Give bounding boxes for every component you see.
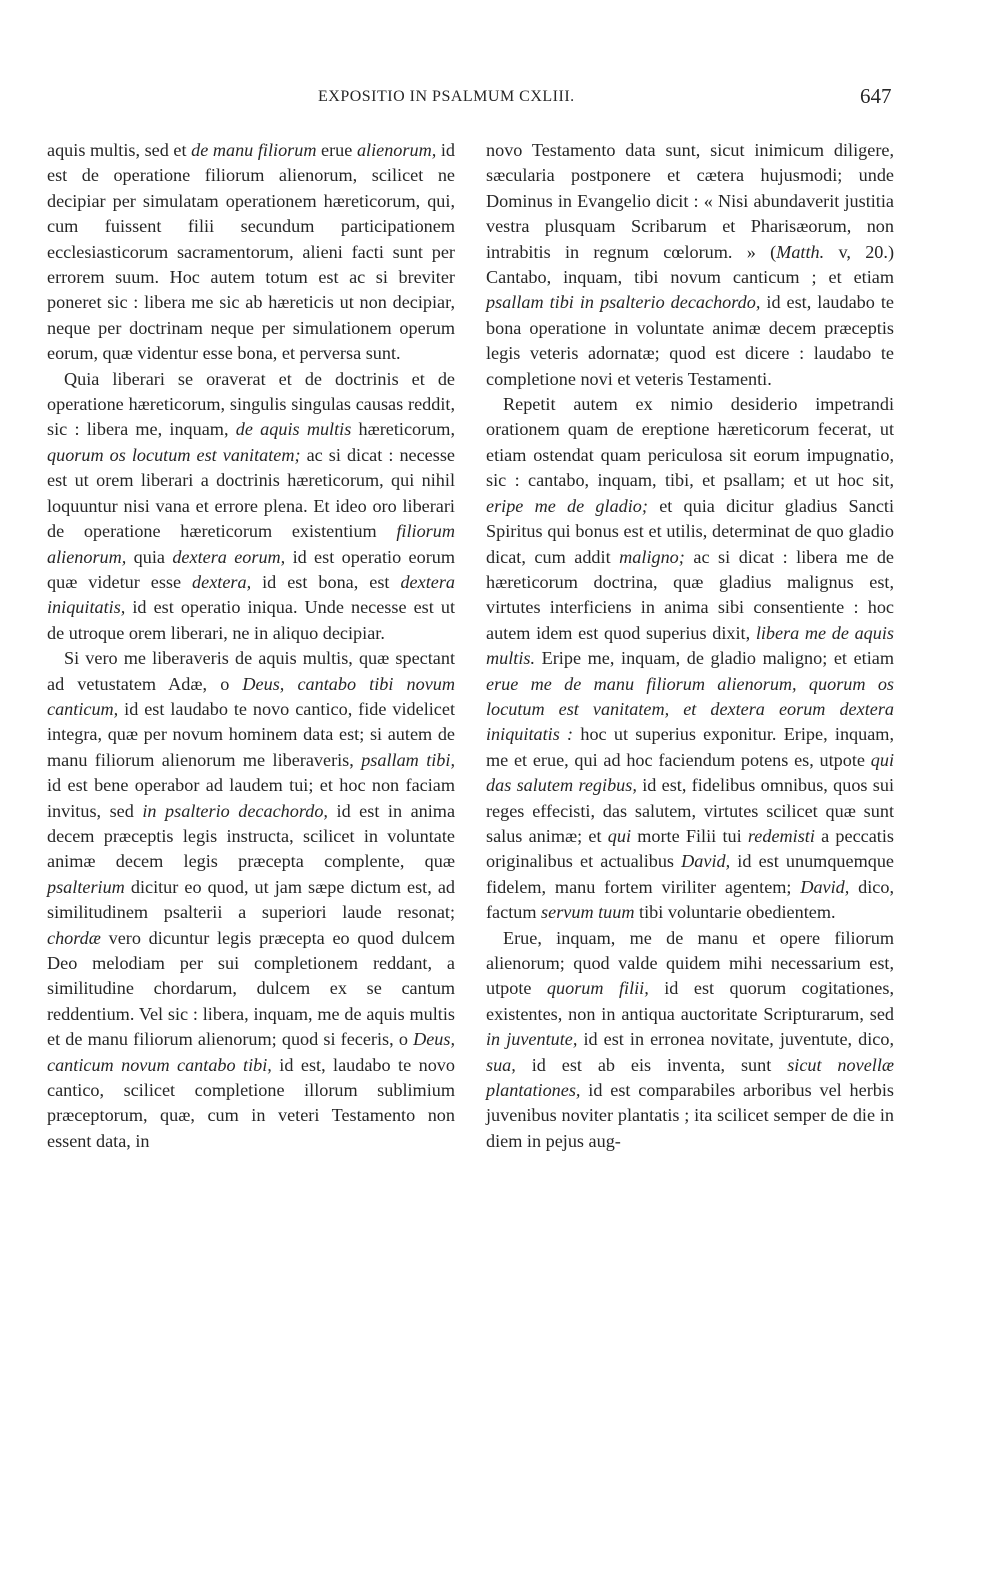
italic-run: psalterium [47, 876, 125, 897]
text-run: hæreticorum, [351, 419, 455, 440]
text-run: ac si dicat : necesse est ut orem liberari a doctrinis hæreticorum, qui nihil loquuntur nisi vana et errore plena. Et ideo oro liberari de operatione hæreticorum existentium [47, 444, 455, 542]
text-run: id est bene operabor ad laudem tui; et hoc non faciam invitus, sed [47, 775, 455, 821]
paragraph [486, 392, 894, 926]
paragraph [486, 138, 894, 392]
text-run: a peccatis originalibus et actualibus [486, 825, 894, 872]
italic-run: maligno; [619, 546, 685, 567]
italic-run: redemisti [747, 825, 815, 846]
running-title: EXPOSITIO IN PSALMUM CXLIII. [318, 88, 575, 105]
text-run: Repetit autem ex nimio desiderio impetrandi orationem quam de ereptione hæreticorum fecerat, ut etiam ostendat quam periculosa sit eorum impugnatio, sic : cantabo, inquam, tibi, et psallam; et ut hoc sit, [486, 394, 894, 491]
text-run: Quia liberari se oraverat et de doctrinis et de operatione hæreticorum, singulis singulas causas reddit, sic : libera me, inquam, [47, 368, 455, 440]
text-run: id est unumquemque fidelem, manu fortem viriliter agentem; [486, 851, 894, 897]
text-run: id est in erronea novitate, juventute, dico, [577, 1029, 894, 1050]
text-run: morte Filii tui [631, 825, 748, 846]
italic-run: psallam tibi, [361, 749, 455, 770]
italic-run: de aquis multis [235, 419, 352, 440]
italic-run: psallam tibi in psalterio decachordo, [486, 292, 761, 313]
text-run: Eripe me, inquam, de gladio maligno; et etiam [535, 648, 894, 669]
page-header [0, 84, 1000, 114]
text-run: Si vero me liberaveris de aquis multis, quæ spectant ad vetustatem Adæ, o [47, 648, 455, 694]
italic-run: chordæ [47, 927, 101, 948]
italic-run: alienorum, [356, 140, 437, 160]
italic-run: Matth. [776, 241, 825, 262]
text-run: id est bona, est [251, 571, 401, 592]
text-run: novo Testamento data sunt, sicut inimicum diligere, sæcularia postponere et cætera hujusmodi; unde Dominus in Evangelio dicit : « Nisi abundaverit justitia vestra plusquam Scribarum et Pharisæorum, non intrabitis in regnum cœlorum. » ( [486, 140, 894, 262]
italic-run: servum tuum [541, 902, 635, 923]
italic-run: filiorum alienorum, [47, 521, 455, 567]
text-run: tibi voluntarie obedientem. [634, 902, 836, 923]
text-run: id est in anima decem præceptis legis instructa, scilicet in voluntate animæ decem legis præcepta complente, quæ [47, 800, 456, 872]
italic-run: quorum os locutum est vanitatem; [47, 444, 301, 465]
text-run: id est operatio eorum quæ videtur esse [47, 546, 455, 592]
italic-run: libera me de aquis multis. [486, 622, 894, 669]
text-run: Erue, inquam, me de manu et opere filiorum alienorum; quod valde quidem mihi necessarium est, utpote [486, 927, 894, 999]
italic-run: David, [800, 876, 850, 897]
italic-run: dextera iniquitatis, [47, 571, 455, 618]
italic-run: dextera eorum, [172, 546, 286, 567]
text-run: id est de operatione filiorum alienorum, scilicet ne decipiar per simulatam operationem hæreticorum, qui, cum fuissent filii secundum participationem ecclesiasticorum sacramentorum, alieni facti sunt per errorem suum. Hoc autem totum est ac si breviter poneret sic : libera me sic ab hæreticis ut non decipiar, neque per doctrinam neque per simulationem operum eorum, quæ videntur esse bona, et perversa sunt. [47, 140, 455, 364]
text-run: et quia dicitur gladius Sancti Spiritus qui bonus est et utilis, determinat de quo gladio dicat, cum addit [486, 495, 895, 567]
text-run: vero dicuntur legis præcepta eo quod dulcem Deo melodiam per sui completionem reddant, a similitudine chordarum, dulcem ex se cantum reddentium. Vel sic : libera, inquam, me de aquis multis et de manu filiorum alienorum; quod si feceris, o [47, 927, 455, 1050]
italic-run: in psalterio decachordo, [142, 800, 328, 821]
text-run: aquis multis, sed et [47, 140, 192, 160]
text-run: id est comparabiles arboribus vel herbis juvenibus noviter plantatis ; ita scilicet semper de die in diem in pejus aug- [486, 1080, 894, 1151]
italic-run: qui [607, 825, 631, 846]
text-run: id est, laudabo te bona operatione in voluntate animæ decem præceptis legis veteris adornatæ; quod est dicere : laudabo te completione novi et veteris Testamenti. [486, 292, 894, 389]
text-run: ac si dicat : libera me de hæreticorum doctrina, quæ gladius malignus est, virtutes interficiens in anima sibi consentiente : hoc autem idem est quod superius dixit, [486, 546, 894, 643]
italic-run: in juventute, [486, 1029, 578, 1050]
page-number: 647 [860, 84, 892, 108]
text-run: id est ab eis inventa, sunt [515, 1054, 788, 1075]
italic-run: dextera, [192, 571, 252, 592]
text-run: id est laudabo te novo cantico, fide videlicet integra, quæ per novum hominem data est; si autem de manu filiorum alienorum me liberaveris, [47, 698, 455, 770]
paragraph [47, 138, 455, 367]
text-run: quia [126, 546, 173, 567]
text-run: v, 20.) Cantabo, inquam, tibi novum canticum ; et etiam [486, 241, 895, 288]
text-run: id est quorum cogitationes, existentes, non in antiqua auctoritate Scripturarum, sed [486, 978, 894, 1024]
italic-run: de manu filiorum [191, 140, 317, 160]
text-run: dico, factum [486, 876, 894, 923]
italic-run: eripe me de gladio; [486, 495, 648, 516]
italic-run: Deus, canticum novum cantabo tibi, [47, 1029, 455, 1075]
italic-run: sua, [486, 1054, 516, 1075]
left-column [47, 138, 455, 1154]
right-column [486, 138, 894, 1154]
text-run: id est, fidelibus omnibus, quos sui reges effecisti, das salutem, virtutes scilicet quæ sunt salus animæ; et [486, 775, 895, 846]
italic-run: David, [681, 851, 731, 872]
italic-run: erue me de manu filiorum alienorum, quorum os locutum est vanitatem, et dextera eorum dextera iniquitatis : [486, 673, 894, 745]
paragraph [47, 367, 455, 646]
paragraph [47, 646, 455, 1154]
italic-run: Deus, cantabo tibi novum canticum, [47, 673, 456, 719]
text-run: id est operatio iniqua. Unde necesse est ut de utroque orem liberari, ne in aliquo decipiar. [47, 597, 455, 643]
text-run: id est, laudabo te novo cantico, scilicet completione illorum sublimium præceptorum, quæ, cum in veteri Testamento non essent data, in [47, 1054, 455, 1151]
italic-run: qui das salutem regibus, [486, 749, 894, 796]
italic-run: sicut novellæ plantationes, [486, 1054, 894, 1101]
paragraph [486, 926, 894, 1155]
italic-run: quorum filii, [546, 978, 649, 999]
text-run: hoc ut superius exponitur. Eripe, inquam, me et erue, qui ad hoc faciendum potens es, utpote [486, 724, 894, 770]
text-run: dicitur eo quod, ut jam sæpe dictum est, ad similitudinem psalterii a superiori laude resonat; [47, 876, 455, 923]
text-run: erue [316, 140, 357, 160]
